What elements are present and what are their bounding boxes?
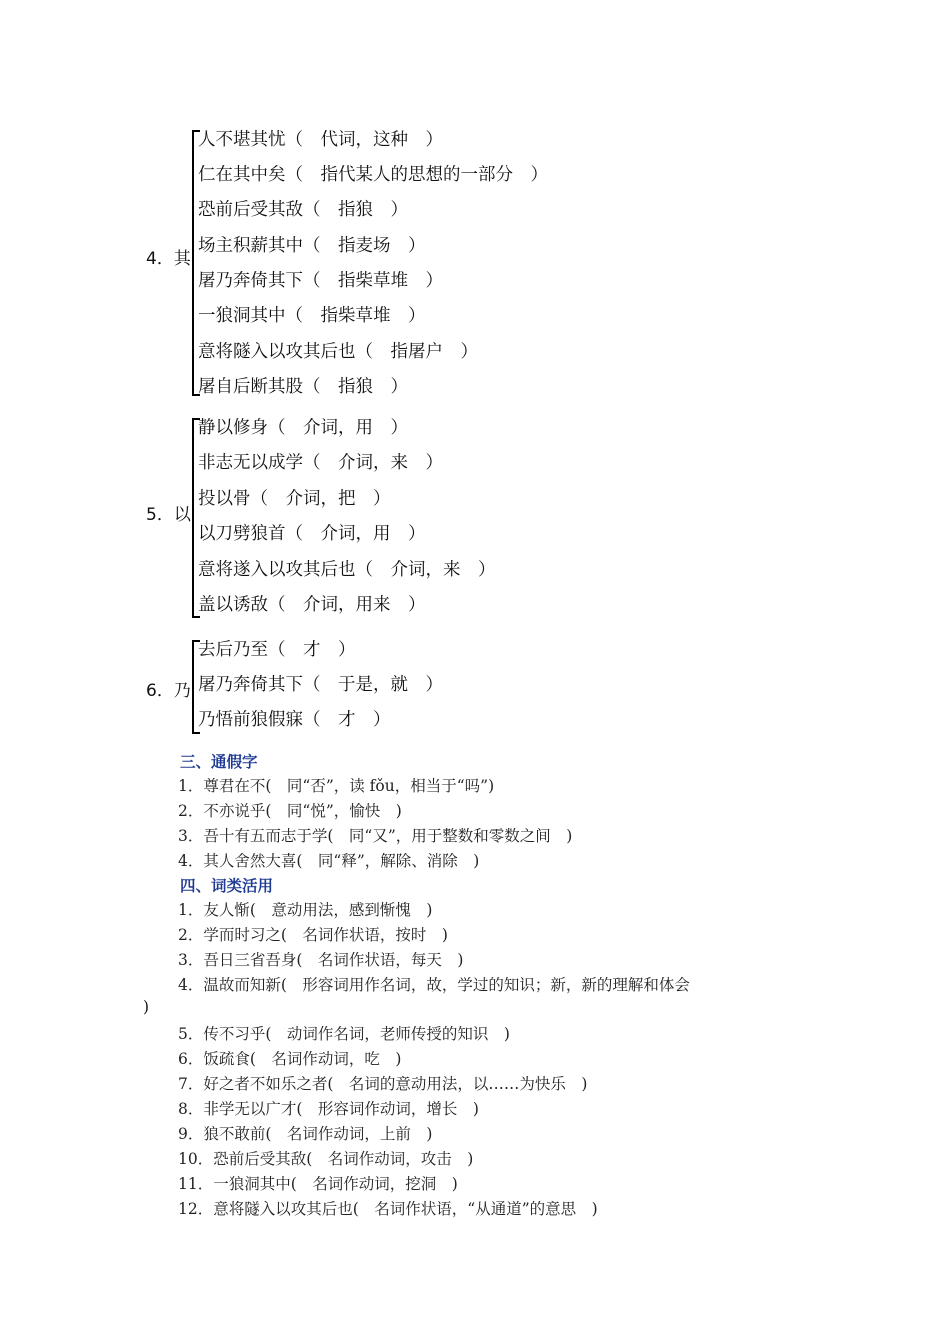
list-item: 2．学而时习之( 名词作状语，按时 ): [178, 926, 448, 944]
brace: [192, 418, 200, 618]
list-item: 1．尊君在不( 同“否”，读 fǒu，相当于“吗”): [178, 777, 495, 795]
list-item: 5．传不习乎( 动词作名词，老师传授的知识 ): [178, 1025, 510, 1043]
list-item: 10．恐前后受其敌( 名词作动词，攻击 ): [178, 1150, 474, 1168]
list-item: 7．好之者不如乐之者( 名词的意动用法，以……为快乐 ): [178, 1075, 588, 1093]
list-item: 6．饭疏食( 名词作动词，吃 ): [178, 1050, 402, 1068]
list-item: 1．友人惭( 意动用法，感到惭愧 ): [178, 901, 433, 919]
usage-item: 乃悟前狼假寐（ 才 ）: [198, 710, 391, 730]
usage-item: 意将遂入以攻其后也（ 介词，来 ）: [198, 560, 496, 580]
list-item: 4．其人舍然大喜( 同“释”，解除、消除 ): [178, 852, 480, 870]
list-item: 9．狼不敢前( 名词作动词，上前 ): [178, 1125, 433, 1143]
group-label: 5．以: [146, 505, 191, 525]
usage-item: 屠乃奔倚其下（ 于是，就 ）: [198, 675, 443, 695]
list-item: 8．非学无以广才( 形容词作动词，增长 ): [178, 1100, 479, 1118]
list-item: 12．意将隧入以攻其后也( 名词作状语，“从通道”的意思 ): [178, 1200, 598, 1218]
usage-item: 投以骨（ 介词，把 ）: [198, 489, 391, 509]
usage-item: 屠乃奔倚其下（ 指柴草堆 ）: [198, 271, 443, 291]
usage-item: 恐前后受其敌（ 指狼 ）: [198, 200, 408, 220]
usage-item: 屠自后断其股（ 指狼 ）: [198, 377, 408, 397]
usage-item: 盖以诱敌（ 介词，用来 ）: [198, 595, 426, 615]
list-item: 4．温故而知新( 形容词用作名词，故，学过的知识；新，新的理解和体会: [178, 976, 690, 994]
usage-item: 去后乃至（ 才 ）: [198, 640, 356, 660]
usage-item: 非志无以成学（ 介词，来 ）: [198, 453, 443, 473]
list-item: 3．吾十有五而志于学( 同“又”，用于整数和零数之间 ): [178, 827, 573, 845]
usage-item: 以刀劈狼首（ 介词，用 ）: [198, 524, 426, 544]
section-title: 四、词类活用: [180, 877, 274, 895]
usage-item: 仁在其中矣（ 指代某人的思想的一部分 ）: [198, 165, 548, 185]
section-title: 三、通假字: [180, 753, 258, 771]
group-label: 6．乃: [146, 681, 191, 701]
usage-item: 一狼洞其中（ 指柴草堆 ）: [198, 306, 426, 326]
group-label: 4．其: [146, 249, 191, 269]
list-item: 11．一狼洞其中( 名词作动词，挖洞 ): [178, 1175, 458, 1193]
list-item: 3．吾日三省吾身( 名词作状语，每天 ): [178, 951, 464, 969]
usage-item: 静以修身（ 介词，用 ）: [198, 418, 408, 438]
usage-item: 意将隧入以攻其后也（ 指屠户 ）: [198, 342, 478, 362]
usage-item: 场主积薪其中（ 指麦场 ）: [198, 236, 426, 256]
wrapped-paren: ): [143, 998, 150, 1016]
list-item: 2．不亦说乎( 同“悦”，愉快 ): [178, 802, 402, 820]
usage-item: 人不堪其忧（ 代词，这种 ）: [198, 130, 443, 150]
